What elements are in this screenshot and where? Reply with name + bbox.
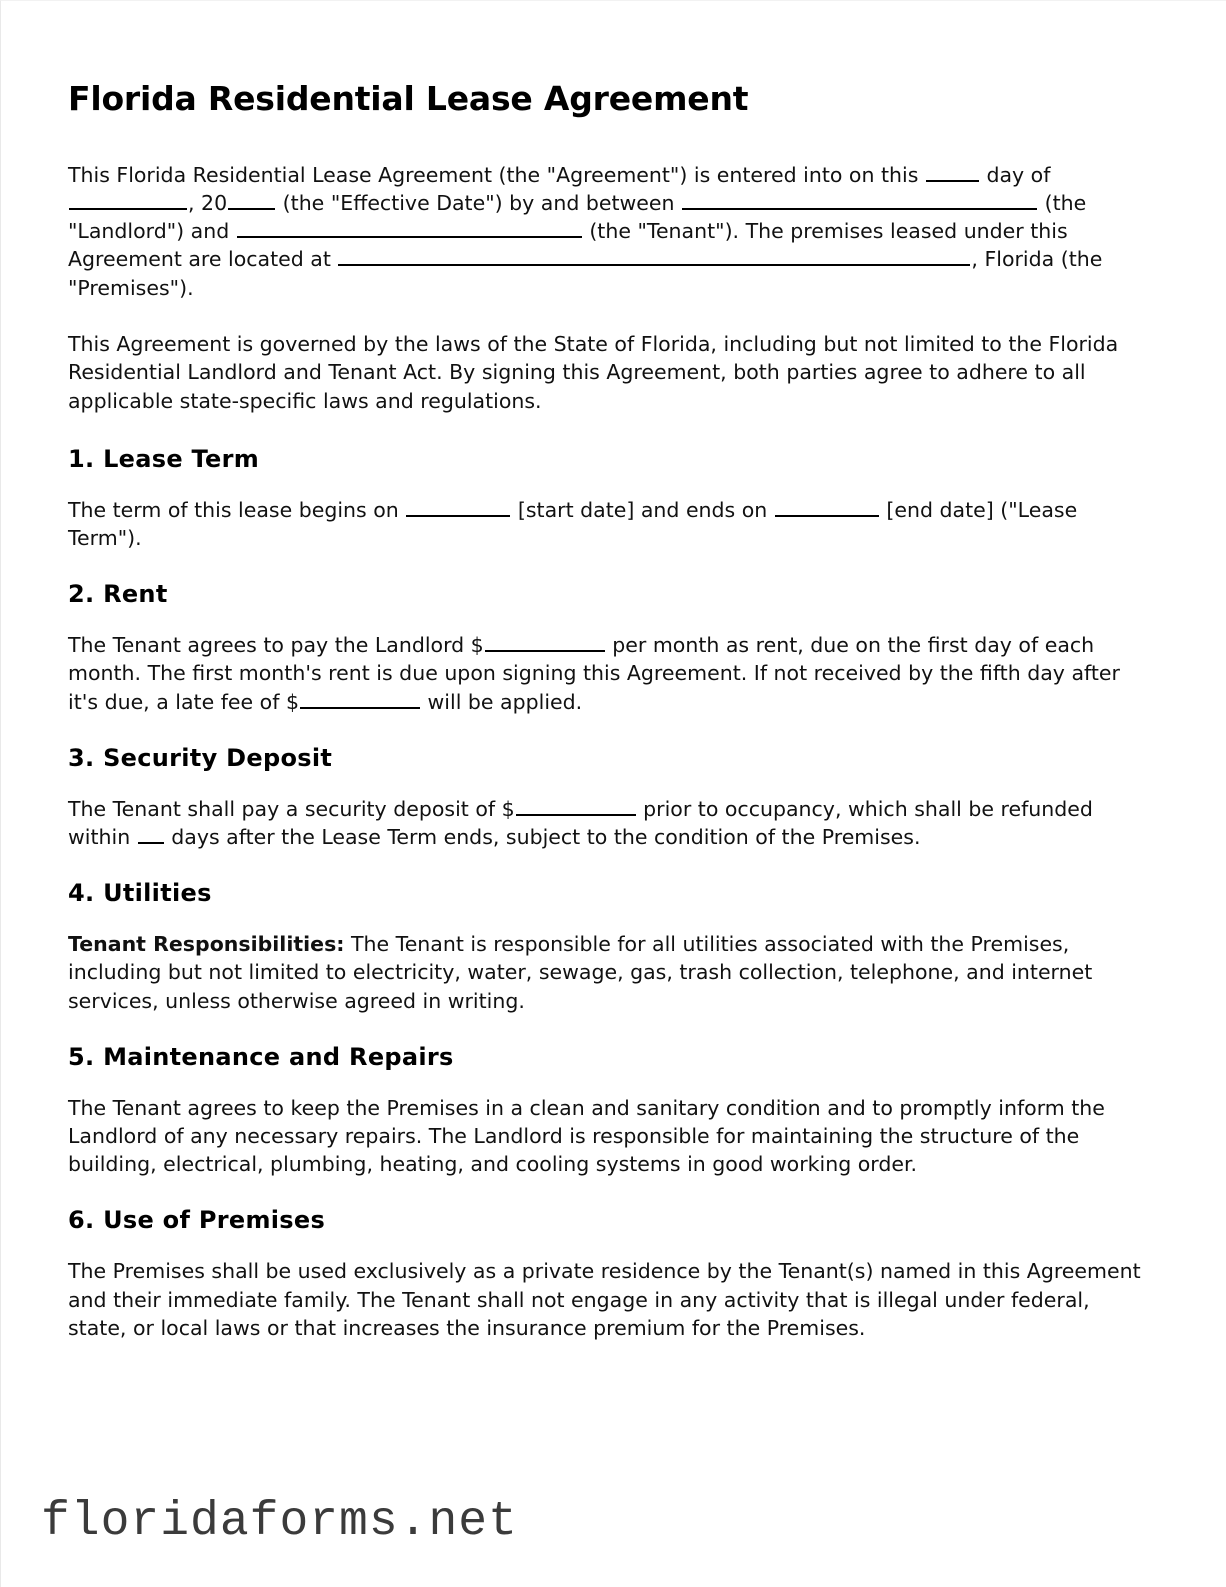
intro-text-1: This Florida Residential Lease Agreement (the "Agreement") is entered into on this — [68, 162, 919, 187]
lease-term-text-3: [end date] ("Lease Term"). — [68, 497, 1078, 550]
rent-text-2: per month as rent, due on the first day of each month. The first month's rent is due upon signing this Agreement. If not received by the fifth day after it's due, a late fee of $ — [68, 633, 1120, 714]
tenant-responsibilities-label: Tenant Responsibilities: — [68, 932, 345, 956]
section-body-lease-term — [68, 496, 1146, 553]
blank-tenant-name[interactable] — [237, 217, 582, 238]
section-heading-security-deposit: 3. Security Deposit — [68, 743, 333, 772]
section-body-rent — [68, 631, 1146, 716]
blank-day[interactable] — [926, 161, 979, 182]
blank-landlord-name[interactable] — [682, 189, 1037, 210]
section-body-maintenance-and-repairs: The Tenant agrees to keep the Premises in a clean and sanitary condition and to promptly inform the Landlord of any necessary repairs. The Landlord is responsible for maintaining the structure of the building, electrical, plumbing, heating, and cooling systems in good working order. — [68, 1095, 1105, 1177]
section-body-security-deposit — [68, 795, 1146, 852]
deposit-text-1: The Tenant shall pay a security deposit of $ — [68, 796, 515, 821]
section-heading-utilities: 4. Utilities — [68, 879, 212, 908]
section-heading-maintenance-and-repairs: 5. Maintenance and Repairs — [68, 1042, 454, 1071]
intro-text-6: (the "Tenant"). The premises leased under this Agreement are located at — [68, 219, 1068, 272]
blank-late-fee[interactable] — [300, 688, 420, 709]
deposit-text-2: prior to occupancy, which shall be refunded within — [68, 796, 1093, 849]
intro-text-3: , 20 — [188, 190, 228, 215]
document-content — [68, 79, 1146, 1370]
blank-refund-days[interactable] — [138, 823, 164, 844]
blank-end-date[interactable] — [775, 496, 879, 517]
watermark-floridaforms: floridaforms.net — [41, 1495, 518, 1549]
intro-text-2: day of — [986, 162, 1051, 187]
deposit-text-3: days after the Lease Term ends, subject to the condition of the Premises. — [171, 824, 921, 849]
section-rent — [68, 580, 1146, 716]
blank-deposit-amount[interactable] — [516, 795, 636, 816]
section-lease-term — [68, 445, 1146, 552]
utilities-text: The Tenant is responsible for all utilities associated with the Premises, including but not limited to electricity, water, sewage, gas, trash collection, telephone, and internet services, unless otherwise agreed in writing. — [68, 932, 1093, 1013]
section-utilities — [68, 879, 1146, 1015]
blank-monthly-rent[interactable] — [485, 631, 605, 652]
intro-text-5: (the "Landlord") and — [68, 190, 1087, 244]
rent-text-3: will be applied. — [427, 689, 583, 714]
section-security-deposit — [68, 744, 1146, 851]
lease-term-text-2: [start date] and ends on — [517, 497, 768, 522]
page-title: Florida Residential Lease Agreement — [68, 79, 749, 118]
lease-term-text-1: The term of this lease begins on — [68, 497, 399, 522]
blank-year[interactable] — [228, 189, 275, 210]
intro-text-7: , Florida (the "Premises"). — [68, 247, 1103, 300]
intro-text-4: (the "Effective Date") by and between — [282, 190, 675, 215]
rent-text-1: The Tenant agrees to pay the Landlord $ — [68, 633, 484, 657]
governing-law-paragraph: This Agreement is governed by the laws of the State of Florida, including but not limited to the Florida Residential Landlord and Tenant Act. By signing this Agreement, both parties agree to adhere to all applicable state-specific laws and regulations. — [68, 332, 1119, 413]
section-heading-use-of-premises: 6. Use of Premises — [68, 1206, 326, 1235]
section-maintenance-and-repairs — [68, 1043, 1146, 1179]
section-heading-lease-term: 1. Lease Term — [68, 444, 260, 473]
intro-paragraph — [68, 161, 1146, 302]
section-heading-rent: 2. Rent — [68, 580, 168, 609]
section-use-of-premises — [68, 1206, 1146, 1342]
blank-start-date[interactable] — [406, 496, 510, 517]
blank-premises-address[interactable] — [338, 246, 970, 267]
section-body-use-of-premises: The Premises shall be used exclusively as a private residence by the Tenant(s) named in this Agreement and their immediate family. The Tenant shall not engage in any activity that is illegal under federal, state, or local laws or that increases the insurance premium for the Premises. — [68, 1259, 1141, 1340]
blank-month[interactable] — [69, 189, 187, 210]
section-body-utilities — [68, 930, 1146, 1015]
